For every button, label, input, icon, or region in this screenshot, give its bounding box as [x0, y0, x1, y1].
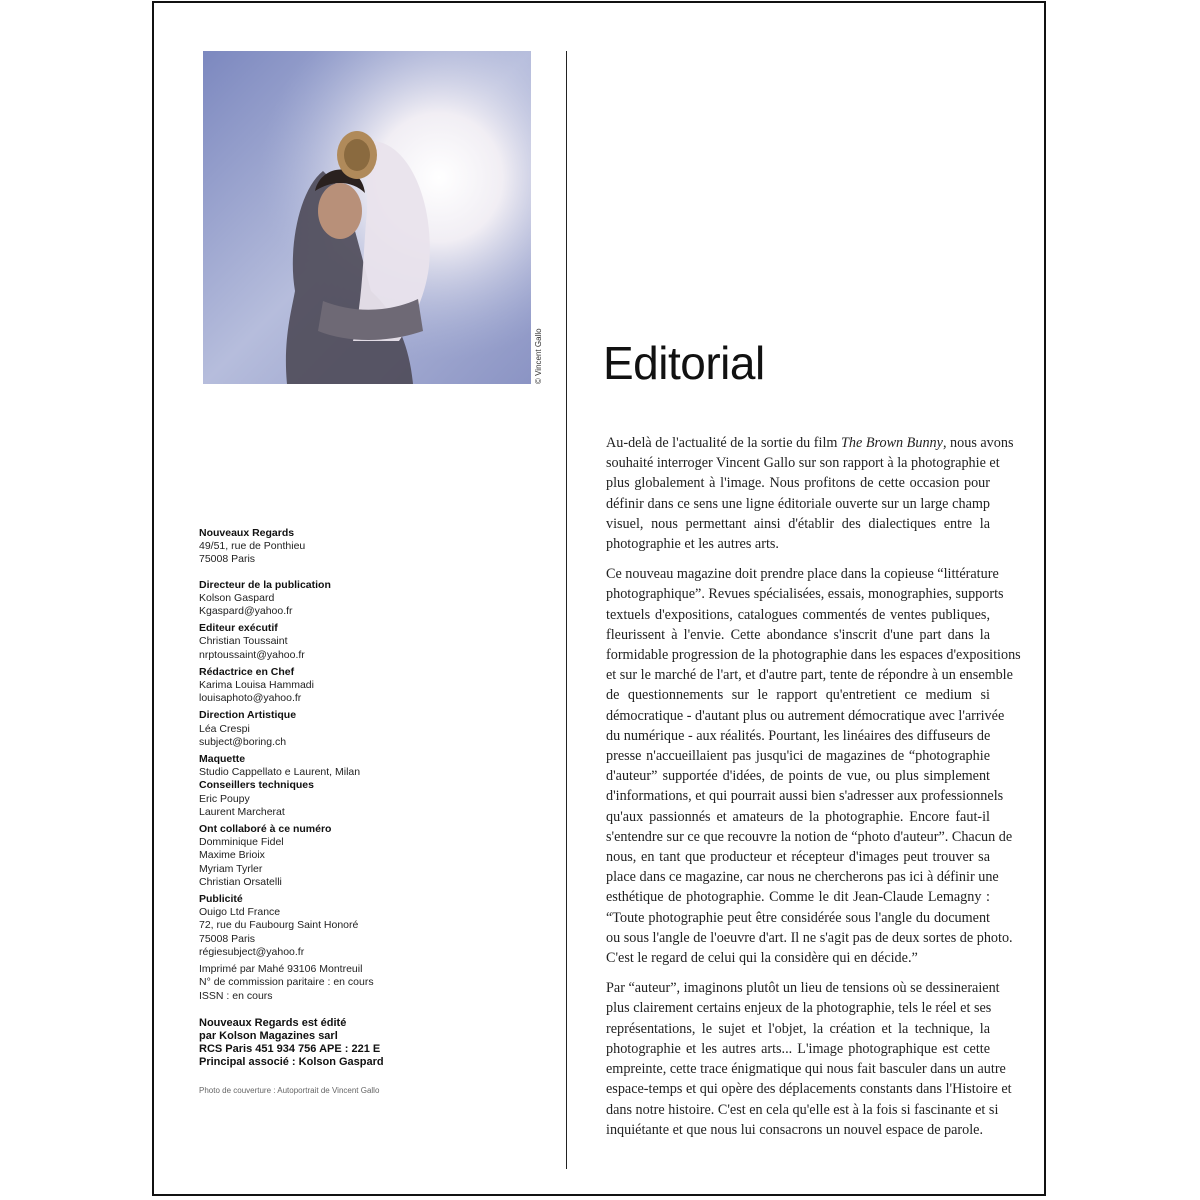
- editorial-line: presse n'accueillaient pas jusqu'ici de magazines de “photographie: [606, 748, 990, 765]
- editorial-line: du numérique - aux réalités. Pourtant, les linéaires des diffuseurs de: [606, 727, 991, 744]
- credit-section-line: subject@boring.ch: [199, 735, 287, 748]
- editorial-line: démocratique - d'autant plus ou autrement démocratique avec l'arrivée: [606, 707, 1005, 724]
- editorial-line: de questionnements sur le rapport qu'entretient ce medium si: [606, 687, 990, 704]
- publisher-name: Nouveaux Regards: [199, 527, 295, 539]
- editorial-line: place dans ce magazine, car nous ne chercherons pas ici à définir une: [606, 869, 999, 886]
- print-info-line: ISSN : en cours: [199, 989, 273, 1002]
- credit-section: [199, 666, 449, 706]
- editorial-line: souhaité interroger Vincent Gallo sur son rapport à la photographie et: [606, 455, 1000, 472]
- editorial-line: “Toute photographie peut être considérée sous l'angle du document: [606, 909, 990, 926]
- editorial-line: formidable progression de la photographie dans les espaces d'expositions: [606, 647, 1021, 664]
- page-title: Editorial: [603, 337, 765, 389]
- editorial-line: plus clairement certains enjeux de la photographie, tels le réel et ses: [606, 1000, 992, 1017]
- credit-section-line: Domminique Fidel: [199, 836, 284, 849]
- credit-section-line: 72, rue du Faubourg Saint Honoré: [199, 919, 359, 932]
- editorial-paragraph: [606, 564, 1021, 968]
- editorial-line: et sur le marché de l'art, et d'autre part, tente de répondre à un ensemble: [606, 667, 1013, 684]
- column-divider: [566, 51, 567, 1169]
- credit-section-line: 75008 Paris: [199, 932, 256, 945]
- credit-section: [199, 823, 449, 889]
- credit-section-line: Christian Toussaint: [199, 635, 288, 648]
- credit-section-line: Ouigo Ltd France: [199, 906, 281, 919]
- credit-section-title: Editeur exécutif: [199, 622, 278, 635]
- editorial-line: plus globalement à l'image. Nous profitons de cette occasion pour: [606, 475, 990, 492]
- credit-section-line: louisaphoto@yahoo.fr: [199, 692, 302, 705]
- editorial-line: nous, en tant que producteur et récepteur d'images peut trouver sa: [606, 849, 990, 866]
- photo-credit: [534, 326, 546, 384]
- editorial-line: qu'aux passionnés et amateurs de la photographie. Encore faut-il: [606, 808, 990, 825]
- editorial-line: empreinte, cette trace énigmatique qui nous fait basculer dans un autre: [606, 1061, 1006, 1078]
- credit-section-title: Ont collaboré à ce numéro: [199, 823, 332, 836]
- credit-section-line: Kolson Gaspard: [199, 591, 275, 604]
- credit-section-line: Karima Louisa Hammadi: [199, 679, 314, 692]
- editorial-line: Au-delà de l'actualité de la sortie du film The Brown Bunny, nous avons: [606, 435, 1014, 451]
- credit-section: [199, 779, 449, 819]
- cover-photo: [203, 51, 531, 384]
- editorial-line: définir dans ce sens une ligne éditoriale ouverte sur un large champ: [606, 495, 990, 512]
- credit-section: [199, 622, 449, 662]
- credit-section-line: régiesubject@yahoo.fr: [199, 945, 305, 958]
- credit-section-line: nrptoussaint@yahoo.fr: [199, 648, 305, 661]
- editorial-line: d'auteur” supportée d'idées, de points de vue, ou plus simplement: [606, 768, 990, 785]
- credit-section-line: Kgaspard@yahoo.fr: [199, 605, 293, 618]
- print-info-line: Imprimé par Mahé 93106 Montreuil: [199, 963, 363, 976]
- publisher-address-line: 49/51, rue de Ponthieu: [199, 540, 306, 553]
- edition-info-line: par Kolson Magazines sarl: [199, 1029, 338, 1042]
- publisher-block: [199, 527, 449, 567]
- credit-section: [199, 893, 449, 959]
- credit-section-line: Eric Poupy: [199, 792, 250, 805]
- edition-info-line: RCS Paris 451 934 756 APE : 221 E: [199, 1043, 381, 1056]
- editorial-line: textuels d'expositions, catalogues commentés de ventes publiques,: [606, 606, 990, 623]
- edition-info-line: Nouveaux Regards est édité: [199, 1016, 347, 1029]
- print-info: [199, 963, 449, 1003]
- edition-info: [199, 1017, 449, 1070]
- editorial-line: Par “auteur”, imaginons plutôt un lieu de tensions où se dessineraient: [606, 980, 1000, 997]
- editorial-line: photographique”. Revues spécialisées, essais, monographies, supports: [606, 586, 1004, 603]
- editorial-paragraph: [606, 433, 1014, 554]
- editorial-line: espace-temps et qui opère des déplacements constants dans l'Histoire et: [606, 1081, 1012, 1098]
- credit-section-title: Conseillers techniques: [199, 779, 314, 792]
- credit-section-title: Directeur de la publication: [199, 578, 331, 591]
- credit-section: [199, 579, 449, 619]
- editorial-body: [606, 433, 1021, 1150]
- edition-info-line: Principal associé : Kolson Gaspard: [199, 1056, 384, 1069]
- credit-section: [199, 753, 449, 779]
- editorial-line: inquiétante et que nous lui consacrons un nouvel espace de parole.: [606, 1121, 984, 1138]
- editorial-line: visuel, nous permettant ainsi d'établir des dialectiques entre la: [606, 515, 990, 532]
- credit-section-title: Direction Artistique: [199, 709, 297, 722]
- credit-section-line: Léa Crespi: [199, 722, 250, 735]
- editorial-line: représentations, le sujet et l'objet, la création et la technique, la: [606, 1020, 990, 1037]
- credit-section: [199, 709, 449, 749]
- credit-section-line: Studio Cappellato e Laurent, Milan: [199, 766, 361, 779]
- editorial-line: ou sous l'angle de l'oeuvre d'art. Il ne s'agit pas de deux sortes de photo.: [606, 929, 1013, 946]
- credit-section-line: Myriam Tyrler: [199, 862, 263, 875]
- credit-section-title: Publicité: [199, 893, 243, 906]
- credit-section-line: Maxime Brioix: [199, 849, 265, 862]
- editorial-line: esthétique de photographie. Comme le dit Jean-Claude Lemagny :: [606, 889, 990, 906]
- cover-credit: Photo de couverture : Autoportrait de Vincent Gallo: [199, 1085, 380, 1095]
- editorial-line: photographie et les autres arts.: [606, 536, 779, 553]
- photo-credit-text: © Vincent Gallo: [534, 328, 543, 384]
- editorial-line: d'informations, et qui pourrait aussi bien s'adresser aux professionnels: [606, 788, 1004, 805]
- editorial-line: photographie et les autres arts... L'image photographique est cette: [606, 1040, 990, 1057]
- print-info-line: N° de commission paritaire : en cours: [199, 976, 374, 989]
- credit-section-title: Rédactrice en Chef: [199, 665, 295, 678]
- publisher-address-line: 75008 Paris: [199, 553, 256, 566]
- editorial-line: C'est le regard de celui qui la considère qui en décide.”: [606, 950, 918, 967]
- photo-illustration: [203, 51, 531, 384]
- credit-section-line: Laurent Marcherat: [199, 805, 285, 818]
- editorial-line: fleurissent à l'envie. Cette abondance s'inscrit d'une part dans la: [606, 626, 990, 643]
- editorial-paragraph: [606, 978, 1012, 1140]
- credit-section-line: Christian Orsatelli: [199, 875, 282, 888]
- credit-section-title: Maquette: [199, 753, 246, 766]
- editorial-line: s'entendre sur ce que recouvre la notion de “photo d'auteur”. Chacun de: [606, 828, 1013, 845]
- editorial-line: dans notre histoire. C'est en cela qu'elle est à la fois si fascinante et si: [606, 1101, 999, 1118]
- editorial-line: Ce nouveau magazine doit prendre place dans la copieuse “littérature: [606, 566, 999, 583]
- masthead: [199, 527, 449, 1097]
